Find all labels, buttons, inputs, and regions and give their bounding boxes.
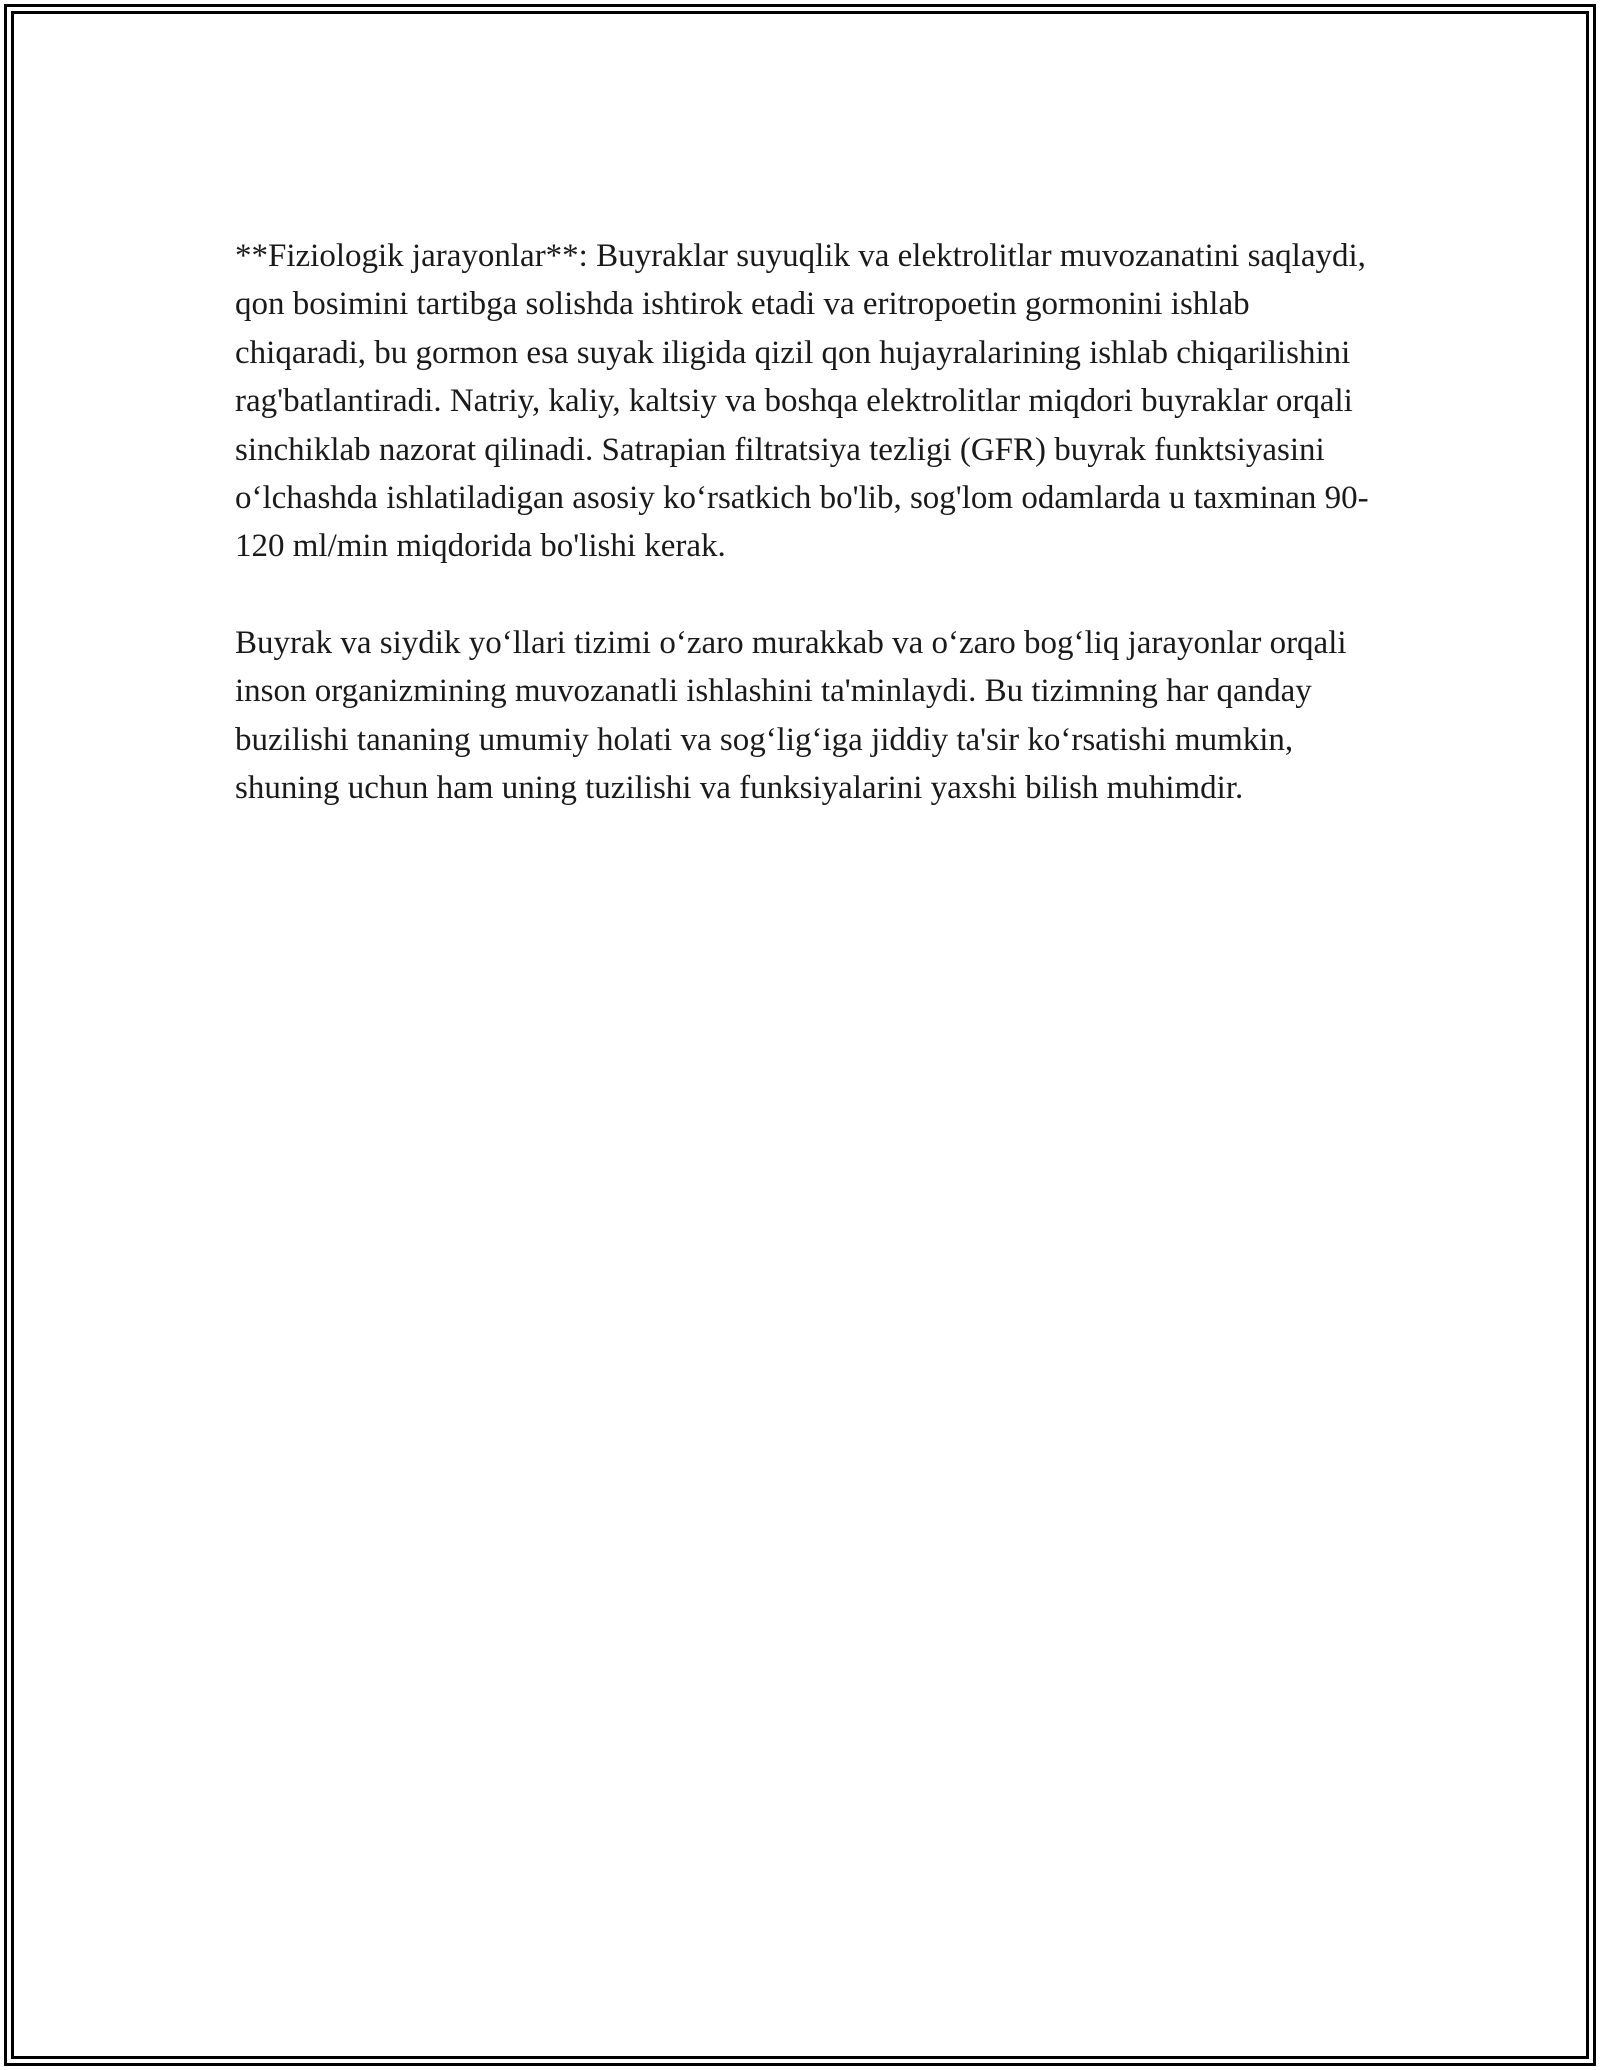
document-body [235, 232, 1375, 860]
paragraph-physiological-processes: **Fiziologik jarayonlar**: Buyraklar suyuqlik va elektrolitlar muvozanatini saqlaydi, qon bosimini tartibga solishda ishtirok etadi va eritropoetin gormonini ishlab chiqaradi, bu gormon esa suyak iligida qizil qon hujayralarining ishlab chiqarilishini rag'batlantiradi. Natriy, kaliy, kaltsiy va boshqa elektrolitlar miqdori buyraklar orqali sinchiklab nazorat qilinadi. Satrapian filtratsiya tezligi (GFR) buyrak funktsiyasini o‘lchashda ishlatiladigan asosiy ko‘rsatkich bo'lib, sog'lom odamlarda u taxminan 90-120 ml/min miqdorida bo'lishi kerak. [235, 238, 1369, 565]
paragraph-conclusion: Buyrak va siydik yo‘llari tizimi o‘zaro murakkab va o‘zaro bog‘liq jarayonlar orqali inson organizmining muvozanatli ishlashini ta'minlaydi. Bu tizimning har qanday buzilishi tananing umumiy holati va sog‘lig‘iga jiddiy ta'sir ko‘rsatishi mumkin, shuning uchun ham uning tuzilishi va funksiyalarini yaxshi bilish muhimdir. [235, 624, 1347, 807]
